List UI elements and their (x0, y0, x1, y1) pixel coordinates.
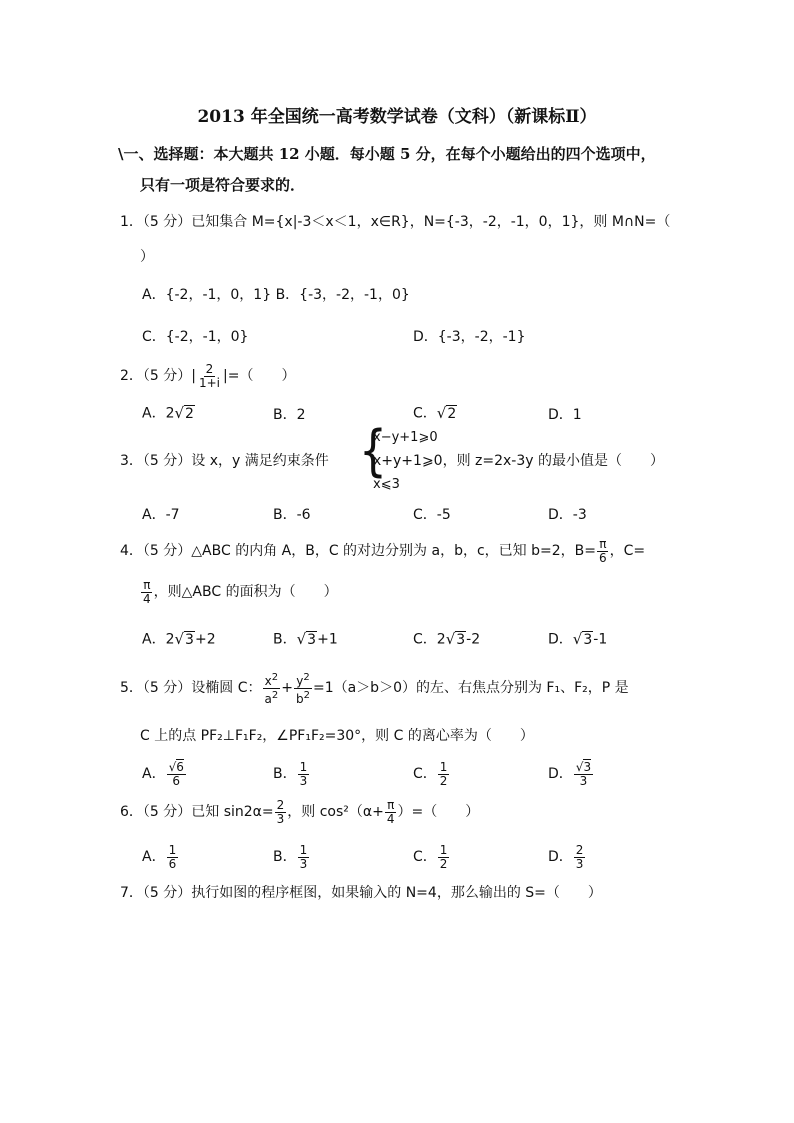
question-3-option-d: D．-3 (548, 507, 587, 523)
page-title: 2013 年全国统一高考数学试卷（文科）（新课标Ⅱ） (197, 107, 597, 127)
question-1-stem: 1．（5 分）已知集合 M={x|-3＜x＜1，x∈R}，N={-3，-2，-1，0，1}，则 M∩N=（ (120, 214, 671, 230)
question-6-option-a: A． $\frac{1}{6}$ (142, 842, 177, 871)
question-1-option-c: C．{-2，-1，0} (142, 329, 249, 345)
question-5-option-c: C． $\frac{1}{2}$ (413, 759, 448, 788)
question-5-stem-cont: C 上的点 PF₂⊥F₁F₂，∠PF₁F₂=30°，则 C 的离心率为（ ） (140, 728, 534, 744)
question-4-option-d: D．√3-1 (548, 630, 608, 648)
question-4-stem-cont: $\frac{\pi}{4}$ ，则△ABC 的面积为（ ） (143, 577, 338, 606)
question-5-option-d: D． $\frac{√3}{3}$ (548, 759, 592, 788)
q3-constraint-1: x−y+1⩾0 (373, 430, 438, 445)
question-1-stem-cont: ） (140, 249, 154, 265)
question-6-stem: 6．（5 分）已知 sin2α= $\frac{2}{3}$ ，则 cos²（α+ $\frac{\pi}{4}$ ）=（ ） (120, 797, 480, 826)
question-5-stem: 5．（5 分）设椭圆 C： $\frac{x^2}{a^2}$ + $\frac{y^2}{b^2}$ =1（a＞b＞0）的左、右焦点分别为 F₁、F₂，P 是 (120, 671, 629, 706)
q3-constraint-2: x+y+1⩾0，则 z=2x-3y 的最小值是（ ） (373, 453, 664, 469)
section-heading-cont: 只有一项是符合要求的． (140, 176, 306, 194)
question-4-option-b: B．√3+1 (273, 630, 338, 648)
question-6-option-b: B． $\frac{1}{3}$ (273, 842, 308, 871)
section-heading: \一、选择题：本大题共 12 小题．每小题 5 分，在每个小题给出的四个选项中， (118, 145, 656, 163)
question-4-option-c: C．2√3-2 (413, 630, 481, 648)
question-6-option-d: D． $\frac{2}{3}$ (548, 842, 584, 871)
brace-icon: { (359, 419, 387, 484)
question-3-stem: 3．（5 分）设 x，y 满足约束条件 (120, 453, 329, 469)
question-5-option-b: B． $\frac{1}{3}$ (273, 759, 308, 788)
q3-constraint-3: x⩽3 (373, 477, 400, 492)
q2-fraction: $\frac{2}{1+i}$ (198, 361, 221, 390)
question-5-option-a: A． $\frac{√6}{6}$ (142, 759, 184, 788)
question-4-option-a: A．2√3+2 (142, 630, 216, 648)
question-7-stem: 7．（5 分）执行如图的程序框图，如果输入的 N=4，那么输出的 S=（ ） (120, 885, 602, 901)
question-3-option-b: B．-6 (273, 507, 311, 523)
question-2-option-c: C．√2 (413, 404, 457, 422)
question-4-stem: 4．（5 分）△ABC 的内角 A，B，C 的对边分别为 a，b，c，已知 b=2，B= $\frac{\pi}{6}$ ，C= (120, 536, 646, 565)
question-2-stem: 2．（5 分）| $\frac{2}{1+i}$ |=（ ） (120, 361, 296, 390)
question-2-option-a: A．2√2 (142, 404, 194, 422)
question-3-option-c: C．-5 (413, 507, 451, 523)
question-6-option-c: C． $\frac{1}{2}$ (413, 842, 448, 871)
question-3-option-a: A．-7 (142, 507, 180, 523)
question-2-option-d: D．1 (548, 407, 582, 423)
question-1-options-ab: A．{-2，-1，0，1} B．{-3，-2，-1，0} (142, 287, 410, 303)
question-2-option-b: B．2 (273, 407, 306, 423)
question-1-option-d: D．{-3，-2，-1} (413, 329, 526, 345)
